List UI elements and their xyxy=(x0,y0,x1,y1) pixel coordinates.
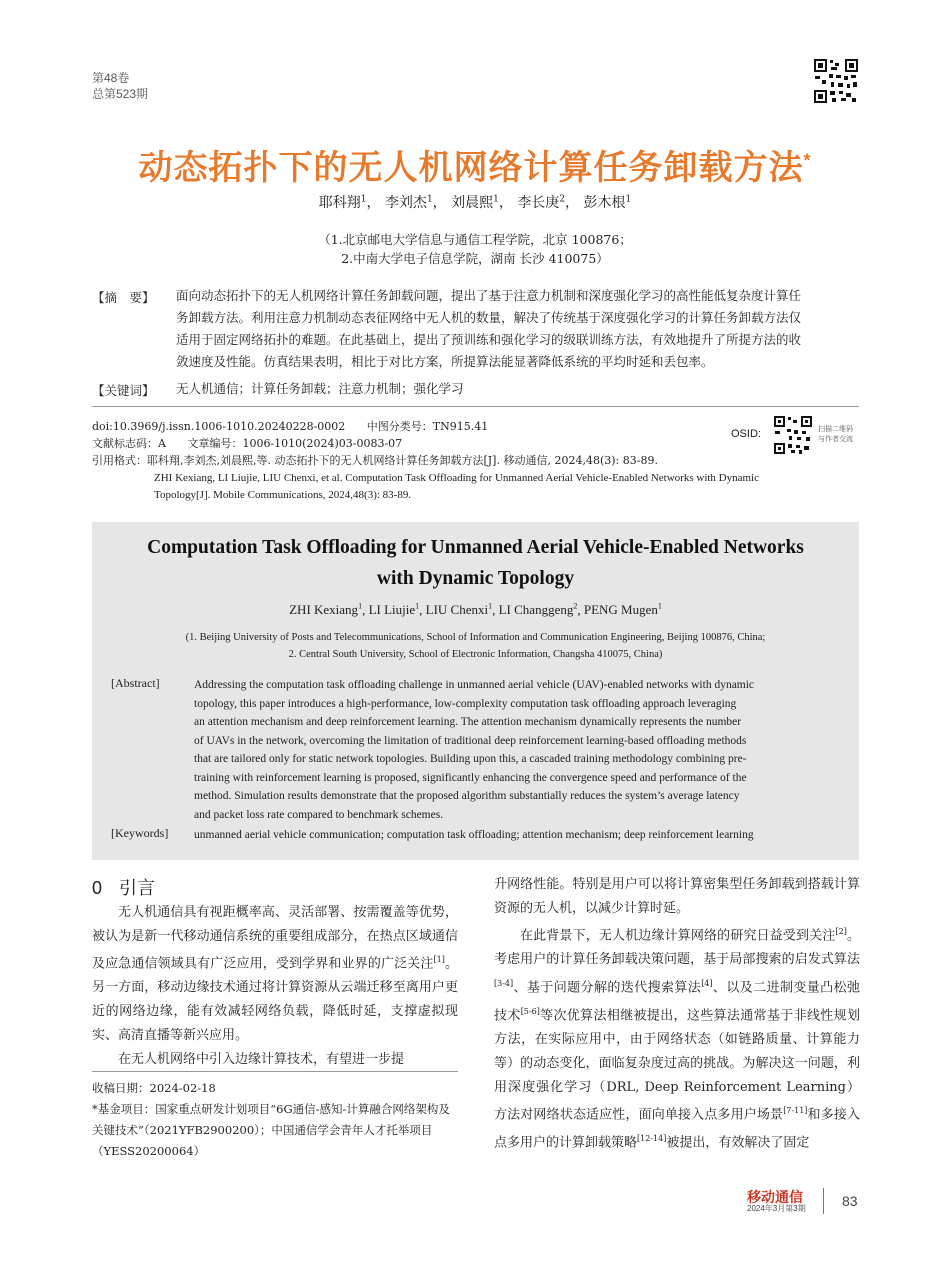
abstract-line: 务卸载方法。利用注意力机制动态表征网络中无人机的数量，解决了传统基于深度强化学习的计算任务卸载方法仅 xyxy=(176,310,802,325)
abstract-line: Addressing the computation task offloading challenge in unmanned aerial vehicle (UAV)-enabled networks with dynamic xyxy=(194,679,755,691)
citation-ref: [12-14] xyxy=(637,1134,667,1144)
citation-cn: 耶科翔,李刘杰,刘晨熙,等. 动态拓扑下的无人机网络计算任务卸载方法[J]. 移动通信, 2024,48(3): 83-89. xyxy=(147,454,658,467)
citation-ref: [2] xyxy=(835,927,847,937)
author: LIU Chenxi$^1$ xyxy=(425,602,493,618)
citation-label: 引用格式： xyxy=(92,454,147,467)
abstract-line: that are tailored only for static network topologies. Building upon this, a cascaded training methodology combining pre- xyxy=(194,753,747,765)
article-number: 文章编号：1006-1010(2024)03-0083-07 xyxy=(187,437,403,450)
footnotes xyxy=(92,1078,458,1162)
osid-label: OSID: xyxy=(731,428,761,440)
abstract-cn xyxy=(176,285,860,373)
qr-code-icon xyxy=(813,58,859,104)
keywords-label: 【关键词】 xyxy=(92,383,155,398)
affiliations xyxy=(0,230,950,268)
osid-qr-code-icon xyxy=(773,415,813,455)
author: 彭木根$^1$ xyxy=(583,194,632,211)
footer-separator xyxy=(823,1188,824,1214)
author: LI Changgeng$^2$ xyxy=(498,602,578,618)
right-column xyxy=(494,873,860,1155)
citation-ref: [5-6] xyxy=(520,1007,540,1017)
english-author-list: ZHI Kexiang$^1$, LI Liujie$^1$, LIU Chenxi$^1$, LI Changgeng$^2$, PENG Mugen$^1$ xyxy=(289,602,662,618)
title-footnote-mark: * xyxy=(803,150,812,171)
volume: 第48卷 xyxy=(92,71,130,85)
affiliation-line: 2. Central South University, School of Electronic Information, Changsha 410075, China) xyxy=(288,649,663,660)
english-title-line: Computation Task Offloading for Unmanned Aerial Vehicle-Enabled Networks xyxy=(147,537,804,558)
author: LI Liujie$^1$ xyxy=(368,602,420,618)
abstract-line: 面向动态拓扑下的无人机网络计算任务卸载问题，提出了基于注意力机制和深度强化学习的高性能低复杂度计算任 xyxy=(176,288,802,303)
author: 耶科翔$^1$ xyxy=(318,194,367,211)
affiliation-line: (1. Beijing University of Posts and Telecommunications, School of Information and Communication Engineering, Beijing 100876, China; xyxy=(185,632,766,643)
received-date: 收稿日期：2024-02-18 xyxy=(92,1081,216,1095)
author: 刘晨熙$^1$ xyxy=(451,194,499,211)
page-number: 83 xyxy=(842,1193,858,1209)
left-column xyxy=(92,901,458,1071)
citation-ref: [1] xyxy=(433,955,445,965)
english-abstract-label: [Abstract] xyxy=(111,676,160,690)
abstract-line: and packet loss rate compared to benchmark schemes. xyxy=(194,808,444,821)
abstract-line: 适用于固定网络拓扑的难题。在此基础上，提出了预训练和强化学习的级联训练方法，有效地提升了所提方法的收 xyxy=(176,332,802,347)
doi-line xyxy=(92,418,488,435)
author: ZHI Kexiang$^1$ xyxy=(289,602,363,618)
abstract-label: 【摘 要】 xyxy=(92,290,155,305)
citation-en xyxy=(154,470,860,504)
section-heading xyxy=(92,874,155,900)
paragraph: 无人机通信具有视距概率高、灵活部署、按需覆盖等优势，被认为是新一代移动通信系统的重要组成部分，在热点区域通信及应急通信领域具有广泛应用，受到学界和业界的广泛关注[1]。另一方面，移动边缘技术通过将计算资源从云端迁移至离用户更近的网络边缘，能有效减轻网络负载，降低时延，支撑虚拟现实、高清直播等新兴应用。 xyxy=(92,905,458,1043)
english-keywords: unmanned aerial vehicle communication; computation task offloading; attention mechanism; deep reinforcement learning xyxy=(194,829,754,841)
author-list: 耶科翔$^1$， 李刘杰$^1$， 刘晨熙$^1$， 李长庚$^2$， 彭木根$^1$ xyxy=(318,194,632,211)
citation-ref: [4] xyxy=(701,979,713,989)
author: 李刘杰$^1$ xyxy=(384,194,433,211)
doi: doi:10.3969/j.issn.1006-1010.20240228-0002 xyxy=(92,420,346,433)
doc-code-line xyxy=(92,435,402,452)
journal-date: 2024年3月第3期 xyxy=(747,1204,806,1213)
abstract-line: training with reinforcement learning is proposed, significantly enhancing the convergence speed and performance of the xyxy=(194,771,747,784)
fund-note: *基金项目：国家重点研发计划项目“6G通信-感知-计算融合网络架构及关键技术”（2021YFB2900200）；中国通信学会青年人才托举项目（YESS20200064） xyxy=(92,1102,450,1158)
doc-code: 文献标志码：A xyxy=(92,437,166,450)
divider xyxy=(92,406,859,407)
paragraph: 在此背景下，无人机边缘计算网络的研究日益受到关注[2]。考虑用户的计算任务卸载决策问题，基于局部搜索的启发式算法[3-4]、基于问题分解的迭代搜索算法[4]、以及二进制变量凸松弛技术[5-6]等次优算法相继被提出，这些算法通常基于非线性规划方法，在实际应用中，由于网络状态（如链路质量、计算能力等）的动态变化，面临复杂度过高的挑战。为解决这一问题，利用深度强化学习（DRL, Deep Reinforcement Learning）方法对网络状态适应性，面向单接入点多用户场景[7-11]和多接入点多用户的计算卸载策略[12-14]被提出，有效解决了固定 xyxy=(494,927,860,1151)
abstract-line: an attention mechanism and deep reinforcement learning. The attention mechanism dynamically represents the number xyxy=(194,716,742,728)
qr-note: 扫描二维码 与作者交流 xyxy=(818,426,853,443)
abstract-line: topology, this paper introduces a high-performance, low-complexity computation task offloading approach leveraging xyxy=(194,697,737,710)
paper-title xyxy=(0,140,950,189)
volume-info xyxy=(92,70,148,102)
affiliation-line: （1.北京邮电大学信息与通信工程学院，北京 100876； xyxy=(318,232,632,247)
abstract-line: method. Simulation results demonstrate that the proposed algorithm substantially reduces the system’s average latency xyxy=(194,790,740,802)
english-title xyxy=(92,532,859,594)
abstract-line: 敛速度及性能。仿真结果表明，相比于对比方案，所提算法能显著降低系统的平均时延和丢包率。 xyxy=(176,354,714,369)
journal-logo: 移动通信 xyxy=(747,1190,803,1206)
citation-en-line: Topology[J]. Mobile Communications, 2024,48(3): 83-89. xyxy=(154,489,412,501)
english-abstract xyxy=(194,676,839,824)
clc-number: 中图分类号：TN915.41 xyxy=(366,420,489,433)
section-number: 0 xyxy=(92,878,103,898)
english-affiliations xyxy=(92,629,859,663)
english-title-line: with Dynamic Topology xyxy=(376,568,575,589)
issue: 总第523期 xyxy=(92,87,149,101)
citation-cn-line xyxy=(92,452,658,469)
title-text: 动态拓扑下的无人机网络计算任务卸载方法 xyxy=(138,149,804,187)
keywords-cn: 无人机通信；计算任务卸载；注意力机制；强化学习 xyxy=(176,381,464,396)
citation-ref: [7-11] xyxy=(783,1106,808,1116)
paragraph: 升网络性能。特别是用户可以将计算密集型任务卸载到搭载计算资源的无人机，以减少计算时延。 xyxy=(494,877,860,916)
author: PENG Mugen$^1$ xyxy=(583,602,662,618)
section-title: 引言 xyxy=(119,878,156,898)
affiliation-line: 2.中南大学电子信息学院，湖南 长沙 410075） xyxy=(341,251,609,266)
footnote-divider xyxy=(92,1071,458,1072)
paragraph: 在无人机网络中引入边缘计算技术，有望进一步提 xyxy=(118,1051,405,1067)
author: 李长庚$^2$ xyxy=(517,194,566,211)
citation-ref: [3-4] xyxy=(494,979,514,989)
english-keywords-label: [Keywords] xyxy=(111,826,169,840)
citation-en-line: ZHI Kexiang, LI Liujie, LIU Chenxi, et al. Computation Task Offloading for Unmanned Aerial Vehicle-Enabled Networks with Dynamic xyxy=(154,472,759,484)
abstract-line: of UAVs in the network, overcoming the limitation of traditional deep reinforcement learning-based offloading methods xyxy=(194,734,747,747)
